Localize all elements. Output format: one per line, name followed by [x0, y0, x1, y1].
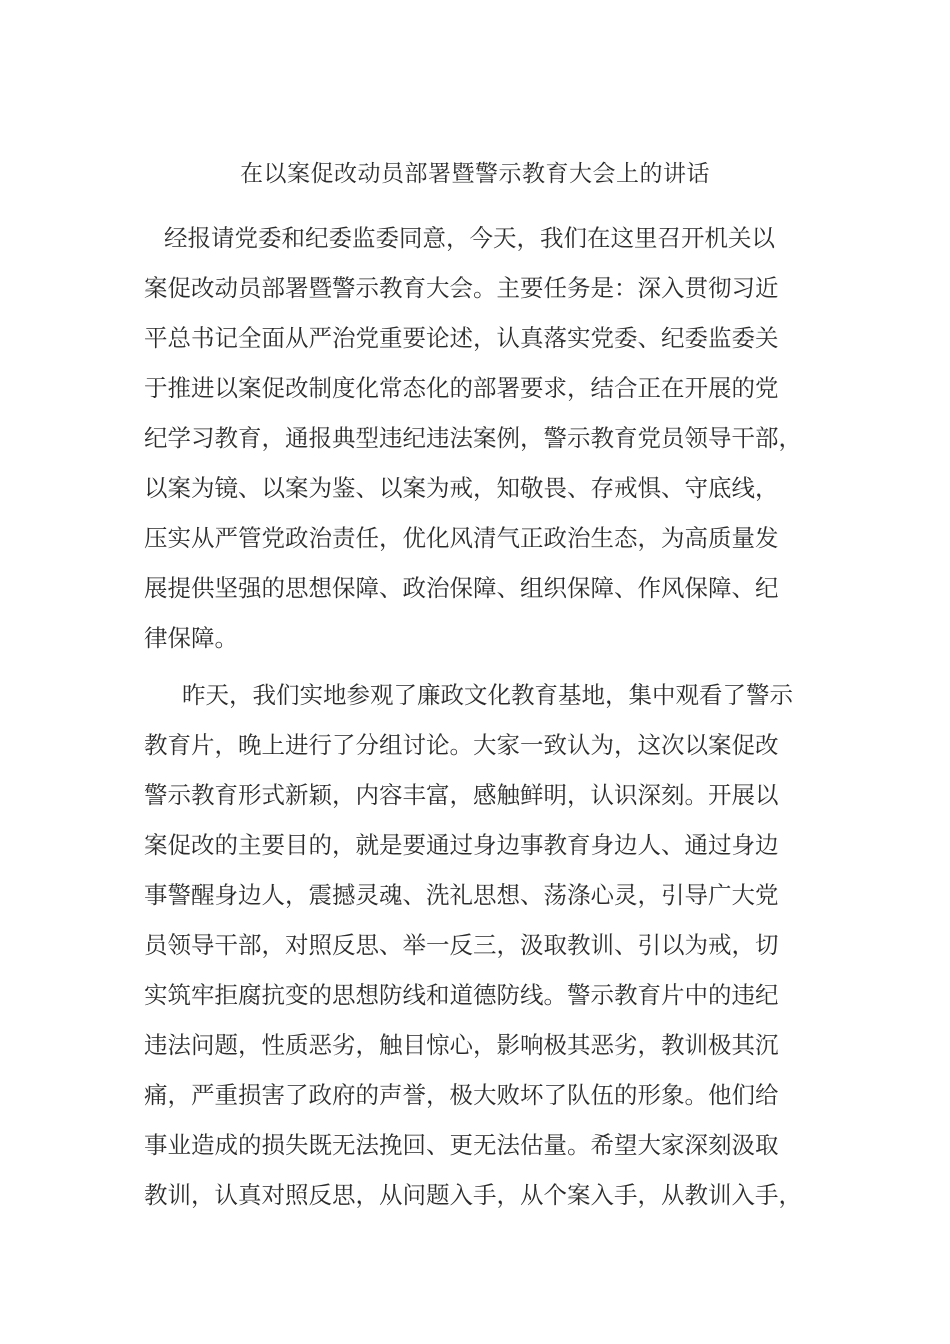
document-title: 在以案促改动员部署暨警示教育大会上的讲话 [240, 161, 710, 187]
text-line: 展提供坚强的思想保障、政治保障、组织保障、作风保障、纪 [144, 574, 779, 602]
text-line: 员领导干部，对照反思、举一反三，汲取教训、引以为戒，切 [144, 931, 779, 959]
text-line: 以案为镜、以案为鉴、以案为戒，知敬畏、存戒惧、守底线， [144, 474, 779, 502]
text-line: 昨天，我们实地参观了廉政文化教育基地，集中观看了警示 [182, 681, 793, 709]
text-line: 平总书记全面从严治党重要论述，认真落实党委、纪委监委关 [144, 324, 779, 352]
text-line: 事业造成的损失既无法挽回、更无法估量。希望大家深刻汲取 [144, 1131, 779, 1159]
text-line: 压实从严管党政治责任，优化风清气正政治生态，为高质量发 [144, 524, 779, 552]
paragraph-1 [144, 213, 824, 663]
text-line: 经报请党委和纪委监委同意，今天，我们在这里召开机关以 [164, 224, 775, 252]
text-line: 于推进以案促改制度化常态化的部署要求，结合正在开展的党 [144, 374, 779, 402]
text-line: 案促改的主要目的，就是要通过身边事教育身边人、通过身边 [144, 831, 779, 859]
text-line: 警示教育形式新颖，内容丰富，感触鲜明，认识深刻。开展以 [144, 781, 779, 809]
text-line: 律保障。 [144, 624, 238, 652]
text-line: 案促改动员部署暨警示教育大会。主要任务是：深入贯彻习近 [144, 274, 779, 302]
text-line: 教训，认真对照反思，从问题入手，从个案入手，从教训入手， [144, 1181, 802, 1209]
text-line: 教育片，晚上进行了分组讨论。大家一致认为，这次以案促改 [144, 731, 779, 759]
text-line: 实筑牢拒腐抗变的思想防线和道德防线。警示教育片中的违纪 [144, 981, 779, 1009]
text-line: 纪学习教育，通报典型违纪违法案例，警示教育党员领导干部， [144, 424, 802, 452]
paragraph-2 [144, 670, 824, 1220]
text-line: 事警醒身边人，震撼灵魂、洗礼思想、荡涤心灵，引导广大党 [144, 881, 779, 909]
text-line: 违法问题，性质恶劣，触目惊心，影响极其恶劣，教训极其沉 [144, 1031, 779, 1059]
text-line: 痛，严重损害了政府的声誉，极大败坏了队伍的形象。他们给 [144, 1081, 779, 1109]
